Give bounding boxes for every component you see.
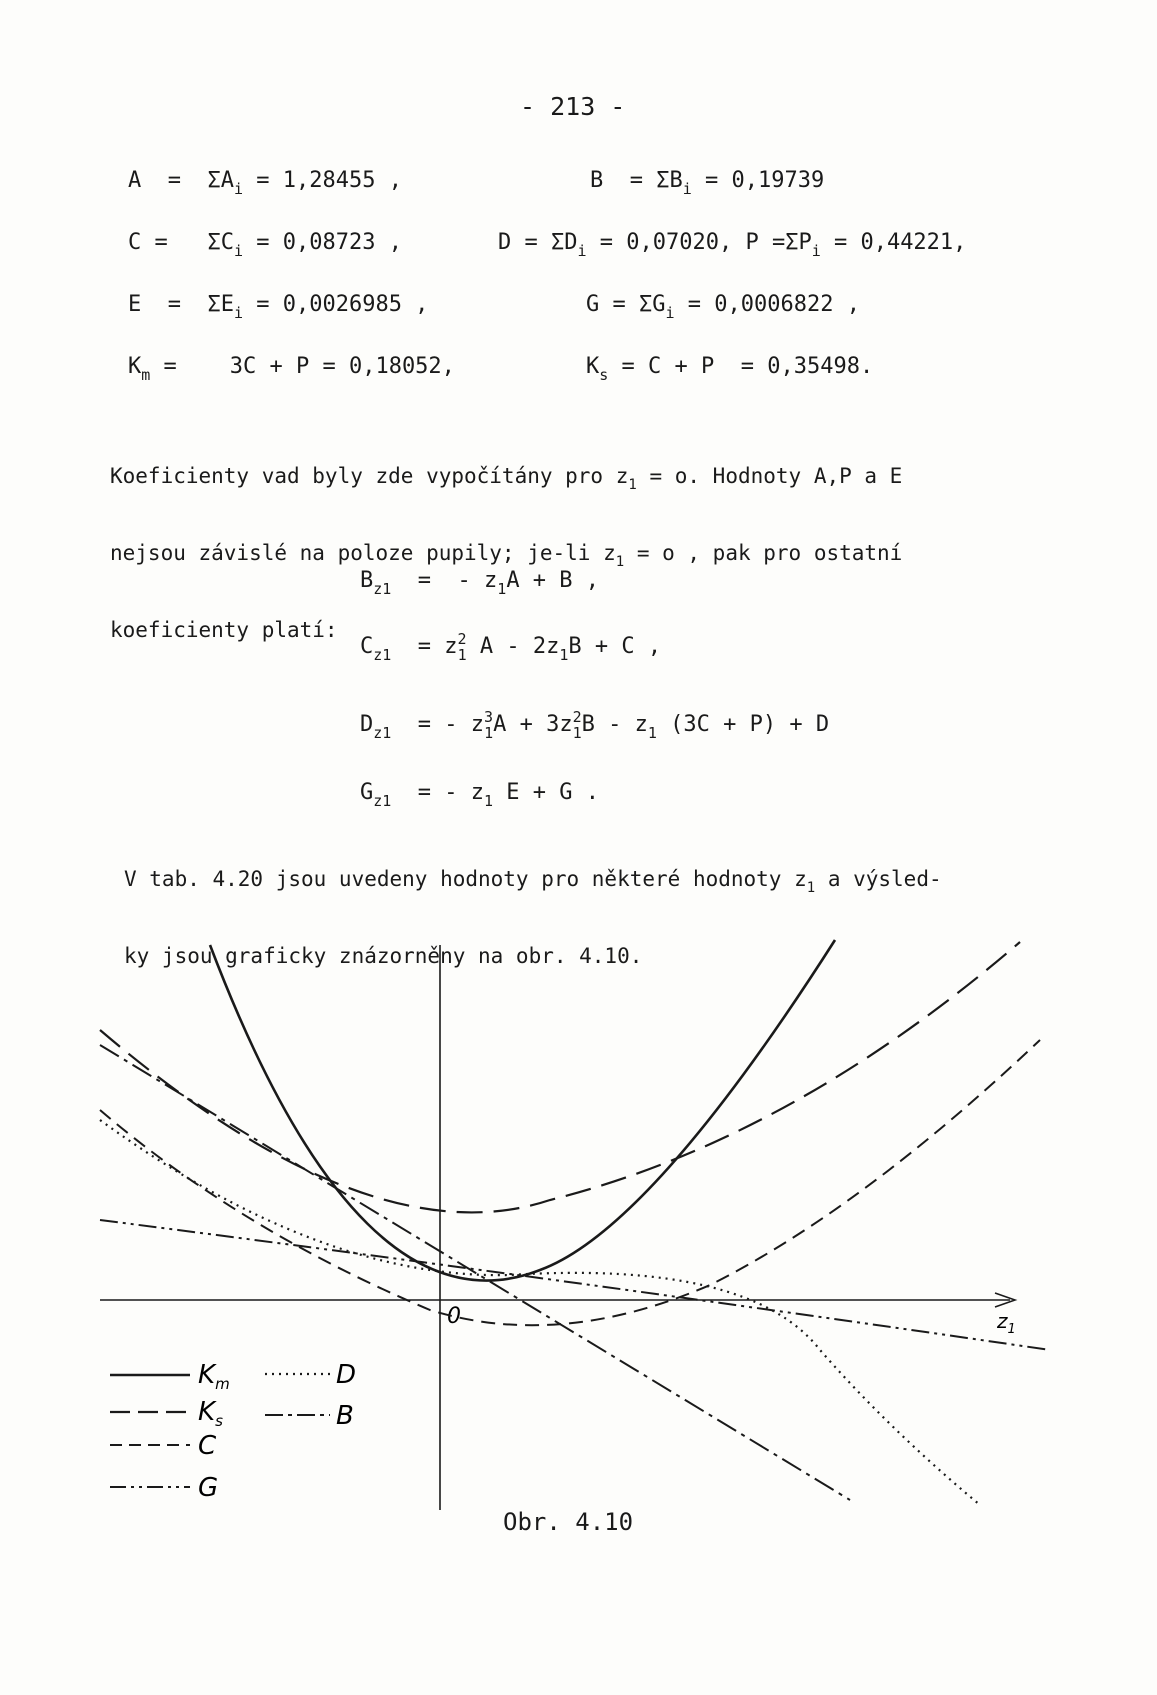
origin-label: 0 (447, 1304, 461, 1329)
axis-label-z1: $z_1$ (997, 1309, 1016, 1337)
paragraph-line: Koeficienty vad byly zde vypočítány pro $z_1 = o$. Hodnoty A,P a E (110, 464, 903, 493)
paragraph-line: nejsou závislé na poloze pupily; je-li $z_1 = o$ , pak pro ostatní (110, 541, 903, 570)
curve-km (210, 940, 835, 1281)
figure-4-10 (90, 930, 1070, 1520)
paragraph-line: V tab. 4.20 jsou uvedeny hodnoty pro některé hodnoty $z_1$ a výsled- (124, 867, 942, 896)
legend (110, 1360, 356, 1503)
sum-c: $C = \Sigma C_i = 0,08723$ , (128, 230, 402, 260)
sum-g: $G = \Sigma G_i = 0,0006822$ , (586, 292, 860, 322)
sum-d-p: $D = \Sigma D_i = 0,07020$, $P =\Sigma P_i = 0,44221$, (498, 230, 967, 260)
sum-e: $E = \Sigma E_i = 0,0026985$ , (128, 292, 429, 322)
formula-c-z1: $C_{z1} = z^2_1$ $A - 2z_1B + C$ , (360, 630, 662, 664)
km-value: $K_m$ = 3C + P = 0,18052, (128, 354, 455, 384)
paragraph-line: koeficienty platí: (110, 618, 338, 642)
curve-ks (100, 942, 1020, 1212)
sum-a: $A = \Sigma A_i = 1,28455$ , (128, 168, 402, 198)
curve-g (100, 1220, 1050, 1350)
legend-d-label: D (336, 1360, 357, 1390)
legend-b-label: B (336, 1401, 354, 1431)
ks-value: $K_s = C + P = 0,35498$. (586, 354, 874, 384)
legend-ks-label: $K_s$ (198, 1397, 223, 1430)
page-number: - 213 - (520, 92, 626, 121)
legend-g-label: G (198, 1473, 219, 1503)
legend-km-label: $K_m$ (198, 1360, 230, 1393)
legend-c-label: C (198, 1431, 217, 1461)
sum-b: $B = \Sigma B_i = 0,19739$ (590, 168, 825, 198)
formula-b-z1: $B_{z1}$ = - $z_1A + B$ , (360, 568, 600, 598)
figure-caption: Obr. 4.10 (503, 1508, 634, 1536)
formula-d-z1: $D_{z1}$ = - $z^3_1A + 3z^2_1B - z_1$ (3C + P) + D (360, 708, 830, 742)
paragraph-line: ky jsou graficky znázorněny na obr. 4.10. (124, 944, 643, 968)
formula-g-z1: $G_{z1}$ = - $z_1$ E + G . (360, 780, 600, 810)
